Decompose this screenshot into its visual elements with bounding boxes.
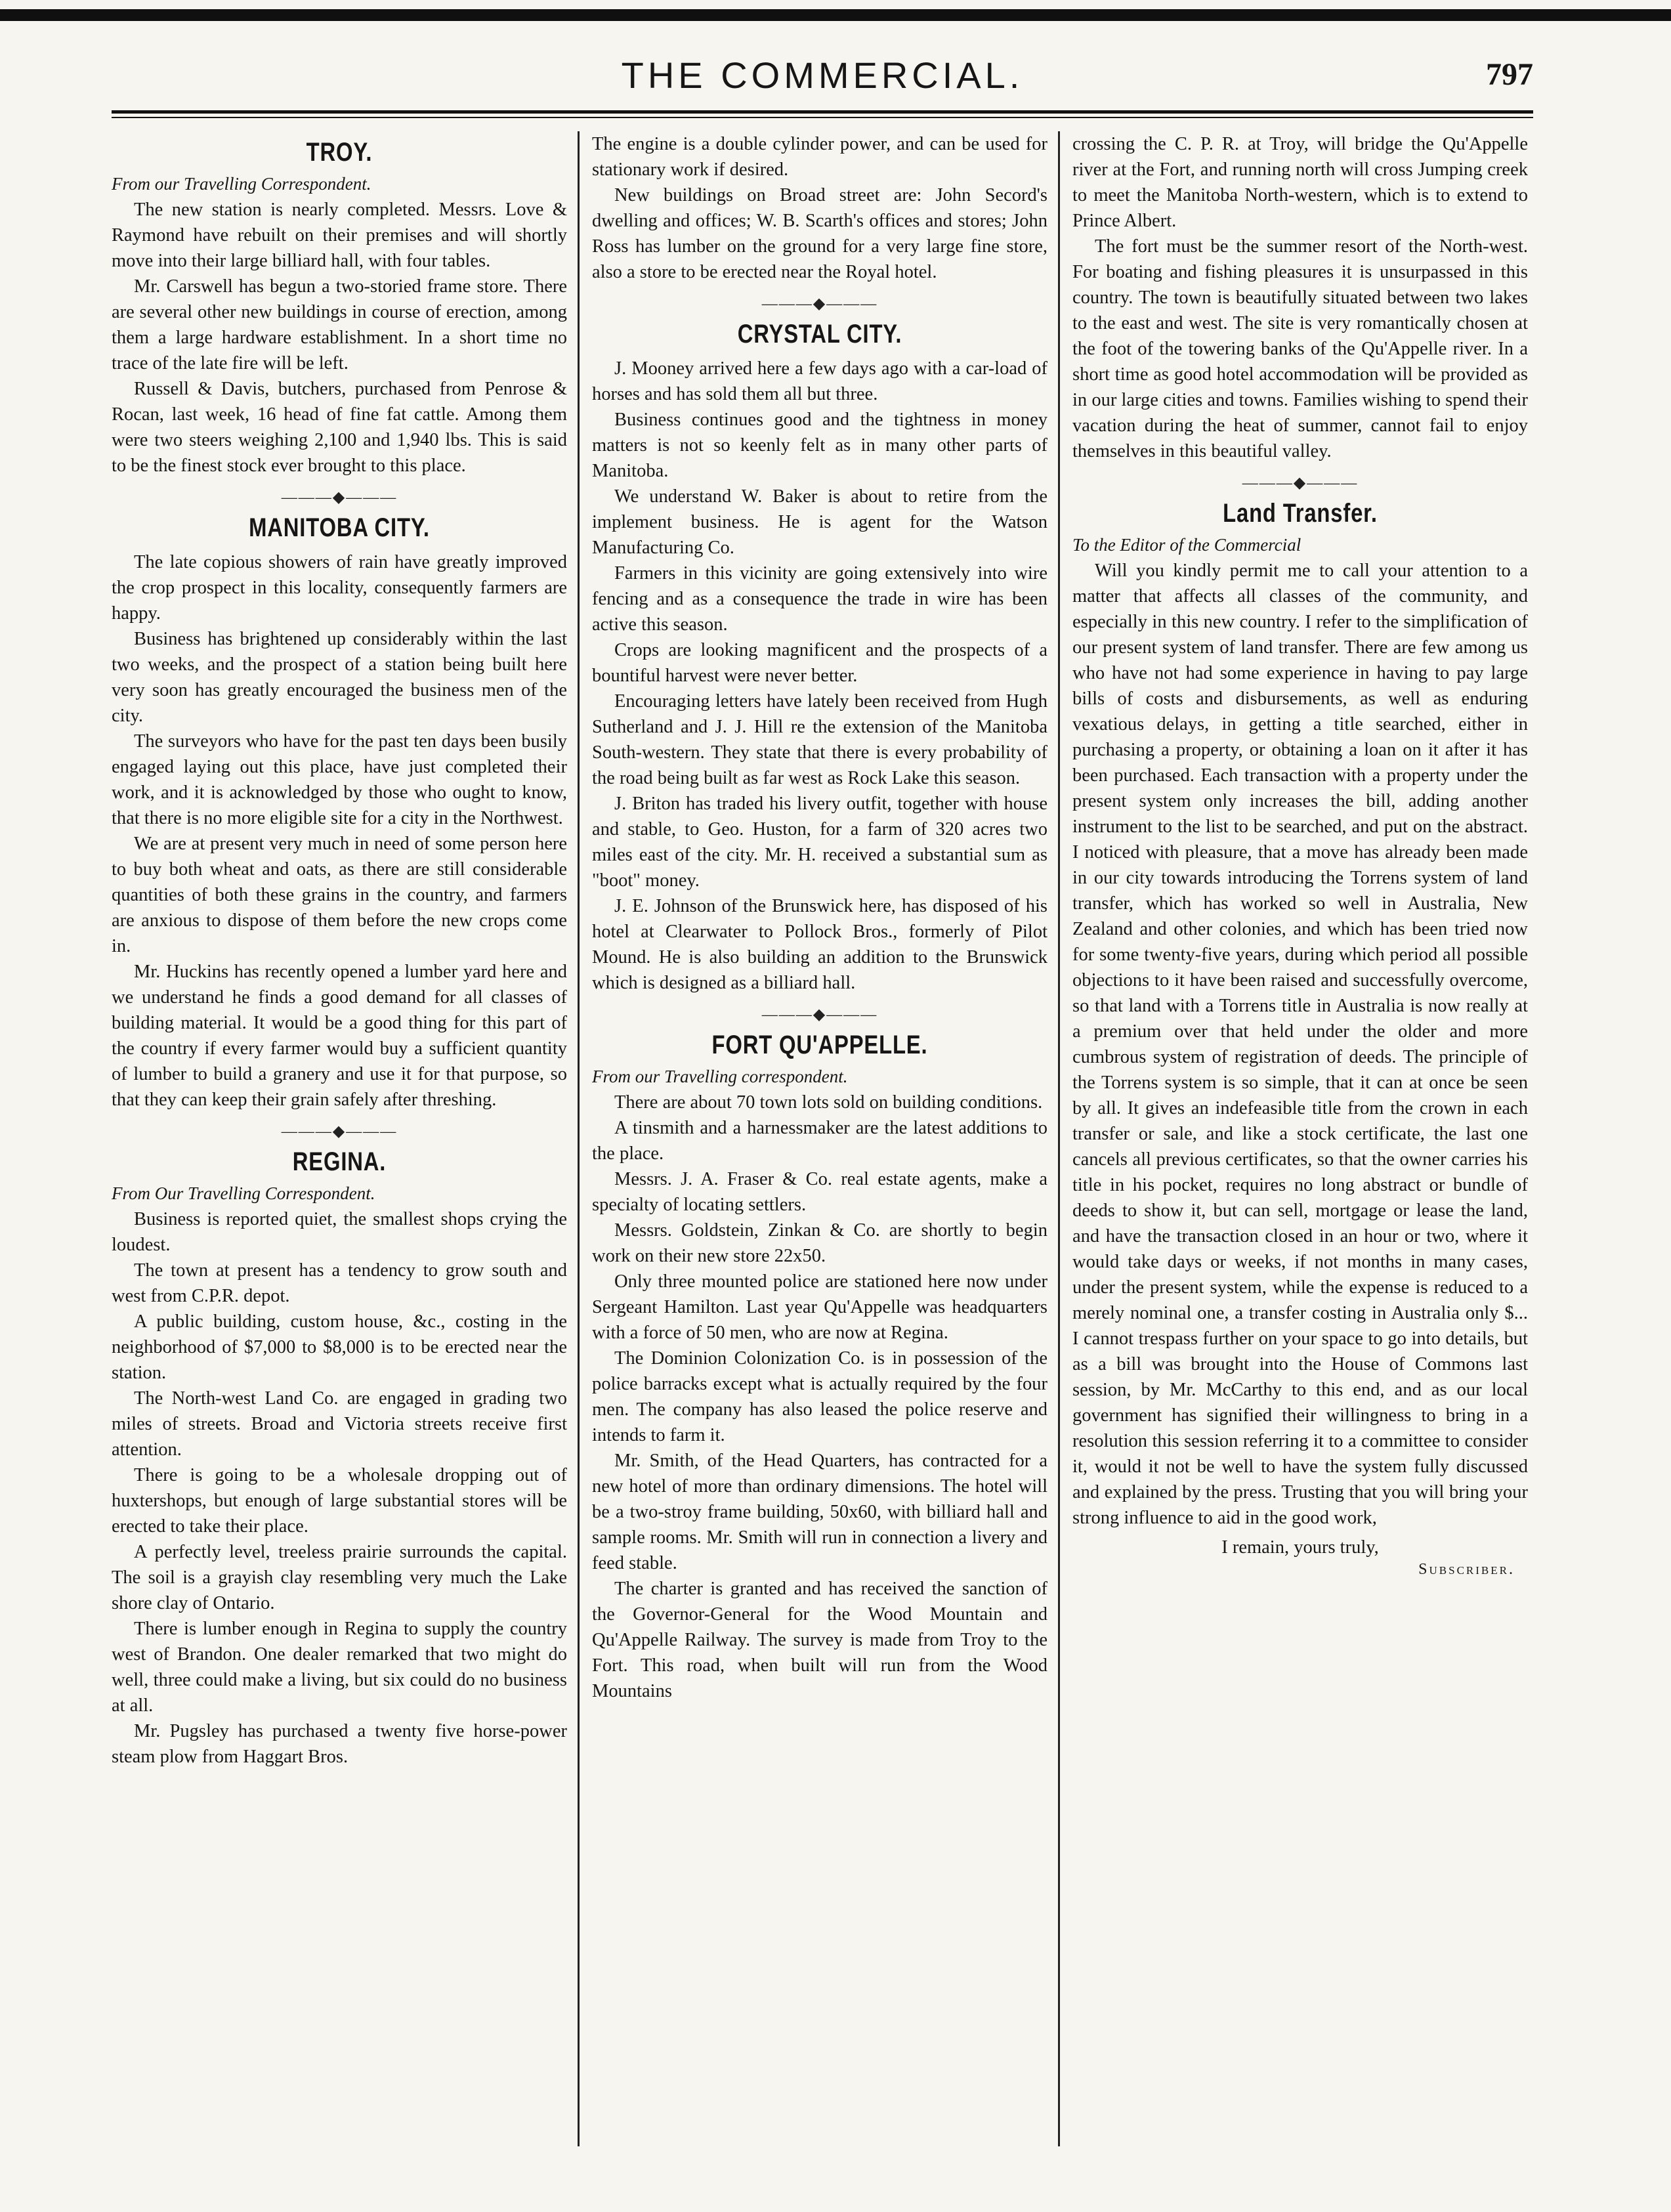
article-heading: MANITOBA CITY. (249, 513, 430, 542)
article-paragraph: The charter is granted and has received the sanction of the Governor-General for the Wood Mountain and Qu'Appelle Railway. The survey is made from Troy to the Fort. This road, when built will run from the Wood Mountains (592, 1579, 1047, 1701)
article-paragraph: Mr. Smith, of the Head Quarters, has contracted for a new hotel of more than ordinary dimensions. The hotel will be a two-stroy frame building, 50x60, with billiard hall and sample rooms. Mr. Smith will run in connection a livery and feed stable. (592, 1451, 1047, 1573)
article-paragraph: Mr. Pugsley has purchased a twenty five horse-power steam plow from Haggart Bros. (112, 1721, 567, 1767)
article-paragraph: Business has brightened up considerably within the last two weeks, and the prospect of a station being built here very soon has greatly encouraged the business men of the city. (112, 629, 567, 726)
article-paragraph: Business continues good and the tightness in money matters is not so keenly felt as in many other parts of Manitoba. (592, 410, 1047, 481)
column-3 (1072, 131, 1528, 2146)
article-manitoba-city (112, 513, 567, 1113)
article-paragraph: Farmers in this vicinity are going extensively into wire fencing and as a consequence the trade in wire has been active this season. (592, 563, 1047, 635)
section-divider: ———◆——— (281, 1123, 398, 1140)
article-paragraph: The surveyors who have for the past ten days been busily engaged laying out this place, have just completed their work, and it is acknowledged by those who ought to know, that there is no more eligible site for a city in the Northwest. (112, 731, 567, 828)
column-1 (112, 131, 567, 2146)
article-byline: To the Editor of the Commercial (1072, 535, 1301, 555)
article-paragraph: There are about 70 town lots sold on building conditions. (614, 1092, 1043, 1113)
article-heading: FORT QU'APPELLE. (711, 1031, 928, 1059)
article-paragraph: There is lumber enough in Regina to supply the country west of Brandon. One dealer remarked that two might do well, three could make a living, but six could do no business at all. (112, 1619, 567, 1716)
article-paragraph: We are at present very much in need of some person here to buy both wheat and oats, as there are still considerable quantities of both these grains in the country, and farmers are anxious to dispose of them before the new crops come in. (112, 834, 567, 956)
article-paragraph: The new station is nearly completed. Messrs. Love & Raymond have rebuilt on their premises and will shortly move into their large billiard hall, with four tables. (112, 200, 567, 271)
article-paragraph: A tinsmith and a harnessmaker are the latest additions to the place. (592, 1118, 1047, 1164)
article-paragraph: Russell & Davis, butchers, purchased from Penrose & Rocan, last week, 16 head of fine fat cattle. Among them were two steers weighing 2,100 and 1,940 lbs. This is said to be the finest stock ever brought to this place. (112, 379, 567, 476)
article-byline: From our Travelling Correspondent. (112, 174, 371, 194)
article-crystal-city (592, 320, 1047, 996)
article-paragraph: Business is reported quiet, the smallest shops crying the loudest. (112, 1209, 567, 1255)
letter-body: Will you kindly permit me to call your attention to a matter that affects all classes of the community, and especially in this new country. I refer to the simplification of our present system of land transfer. There are few among us who have not had some experience in having to pay large bills of costs and disbursements, as well as enduring vexatious delays, in getting a title searched, either in purchasing a property, or obtaining a loan on it after it has been purchased. Each transaction with a property under the present system only increases the bill, adding another instrument to the list to be searched, and put on the abstract. I noticed with pleasure, that a move has already been made in our city towards introducing the Torrens system of land transfer, which has worked so well in Australia, New Zealand and other colonies, and which has been tried now for some twenty-five years, during which period all possible objections to it have been raised and successfully overcome, so that land with a Torrens title in Australia is now really at a premium over that held under the older and more cumbrous system of registration of deeds. The principle of the Torrens system is so simple, that it can at once be seen by all. It gives an indefeasible title from the crown in each transfer or sale, and like a stock certificate, the last one cancels all previous certificates, so that the owner carries his title in his pocket, requires no long abstract or bundle of deeds to show it, but can sell, mortgage or lease the land, and have the transaction closed in an hour or two, where it would take days or weeks, if not months in many cases, under the present system, while the expense is reduced to a merely nominal one, a transfer costing in Australia only $... I cannot trespass further on your space to go into details, but as a bill was brought into the House of Commons last session, by Mr. McCarthy to this end, and as our local government has signified their willingness to bring in a resolution this session referring it to a committee to consider it, would it not be well to have the system fully discussed and explained by the press. Trusting that you will bring your strong influence to aid in the good work, (1072, 561, 1528, 1528)
article-paragraph: The fort must be the summer resort of the North-west. For boating and fishing pleasures it is unsurpassed in this country. The town is beautifully situated between two lakes to the east and west. The site is very romantically chosen at the foot of the towering banks of the Qu'Appelle river. In a short time as good hotel accommodation will be provided as in our large cities and towns. Families wishing to spend their vacation during the heat of summer, cannot fail to enjoy themselves in this beautiful valley. (1072, 236, 1528, 461)
header-rule-thick (112, 110, 1533, 114)
article-paragraph: Encouraging letters have lately been received from Hugh Sutherland and J. J. Hill re the extension of the Manitoba South-western. They state that there is every probability of the road being built as far west as Rock Lake this season. (592, 691, 1047, 788)
section-divider: ———◆——— (1242, 475, 1359, 492)
article-fort-quappelle (592, 1031, 1047, 1704)
article-heading: TROY. (306, 138, 373, 167)
article-paragraph: J. Mooney arrived here a few days ago with a car-load of horses and has sold them all but three. (592, 358, 1047, 404)
header-rule-thin (112, 117, 1533, 118)
article-paragraph: Messrs. J. A. Fraser & Co. real estate agents, make a specialty of locating settlers. (592, 1169, 1047, 1215)
article-paragraph: The town at present has a tendency to grow south and west from C.P.R. depot. (112, 1260, 567, 1306)
article-byline: From Our Travelling Correspondent. (112, 1183, 375, 1203)
article-heading: Land Transfer. (1223, 499, 1378, 528)
article-paragraph: J. Briton has traded his livery outfit, together with house and stable, to Geo. Huston, for a farm of 320 acres two miles east of the city. Mr. H. received a substantial sum as "boot" money. (592, 794, 1047, 891)
article-paragraph: The Dominion Colonization Co. is in possession of the police barracks except what is actually required by the four men. The company has also leased the police reserve and intends to farm it. (592, 1348, 1047, 1445)
section-divider: ———◆——— (761, 1006, 878, 1023)
section-divider: ———◆——— (281, 489, 398, 506)
article-paragraph: We understand W. Baker is about to retire from the implement business. He is agent for the Watson Manufacturing Co. (592, 486, 1047, 558)
article-paragraph: Only three mounted police are stationed here now under Sergeant Hamilton. Last year Qu'Appelle was headquarters with a force of 50 men, who are now at Regina. (592, 1271, 1047, 1343)
article-paragraph: The late copious showers of rain have greatly improved the crop prospect in this locality, consequently farmers are happy. (112, 552, 567, 624)
column-rule-2 (1058, 131, 1060, 2146)
article-paragraph: New buildings on Broad street are: John Secord's dwelling and offices; W. B. Scarth's offices and stores; John Ross has lumber on the ground for a very large fine store, also a store to be erected near the Royal hotel. (592, 185, 1047, 282)
article-troy (112, 138, 567, 479)
article-paragraph: A public building, custom house, &c., costing in the neighborhood of $7,000 to $8,000 is to be erected near the station. (112, 1311, 567, 1383)
top-border-rule (0, 9, 1671, 21)
continued-paragraph: The engine is a double cylinder power, and can be used for stationary work if desired. (592, 134, 1047, 180)
continued-paragraph: crossing the C. P. R. at Troy, will bridge the Qu'Appelle river at the Fort, and running north will cross Jumping creek to meet the Manitoba North-western, which is to extend to Prince Albert. (1072, 134, 1528, 231)
article-paragraph: The North-west Land Co. are engaged in grading two miles of streets. Broad and Victoria streets receive first attention. (112, 1388, 567, 1460)
article-paragraph: A perfectly level, treeless prairie surrounds the capital. The soil is a grayish clay resembling very much the Lake shore clay of Ontario. (112, 1542, 567, 1613)
letter-signature: Subscriber. (1418, 1561, 1515, 1578)
page-number: 797 (1486, 57, 1533, 92)
article-heading: REGINA. (292, 1147, 387, 1176)
article-paragraph: Mr. Carswell has begun a two-storied frame store. There are several other new buildings in course of erection, among them a large hardware establishment. In a short time no trace of the late fire will be left. (112, 276, 567, 373)
article-paragraph: There is going to be a wholesale dropping out of huxtershops, but enough of large substantial stores will be erected to take their place. (112, 1465, 567, 1537)
masthead-title: THE COMMERCIAL. (621, 54, 1024, 96)
article-paragraph: J. E. Johnson of the Brunswick here, has disposed of his hotel at Clearwater to Pollock Bros., formerly of Pilot Mound. He is also building an addition to the Brunswick which is designed as a billiard hall. (592, 896, 1047, 993)
article-heading: CRYSTAL CITY. (737, 320, 902, 349)
article-paragraph: Messrs. Goldstein, Zinkan & Co. are shortly to begin work on their new store 22x50. (592, 1220, 1047, 1266)
article-paragraph: Crops are looking magnificent and the prospects of a bountiful harvest were never better. (592, 640, 1047, 686)
column-rule-1 (578, 131, 580, 2146)
section-divider: ———◆——— (761, 295, 878, 312)
article-regina (112, 1147, 567, 1770)
article-paragraph: Mr. Huckins has recently opened a lumber yard here and we understand he finds a good demand for all classes of building material. It would be a good thing for this part of the country if every farmer would buy a sufficient quantity of lumber to build a granery and use it for that purpose, so that they can keep their grain safely after threshing. (112, 962, 567, 1110)
article-byline: From our Travelling correspondent. (592, 1067, 848, 1086)
article-land-transfer (1072, 499, 1528, 1579)
column-2 (592, 131, 1047, 2146)
letter-closing: I remain, yours truly, (1221, 1537, 1379, 1558)
page-header (112, 41, 1533, 106)
